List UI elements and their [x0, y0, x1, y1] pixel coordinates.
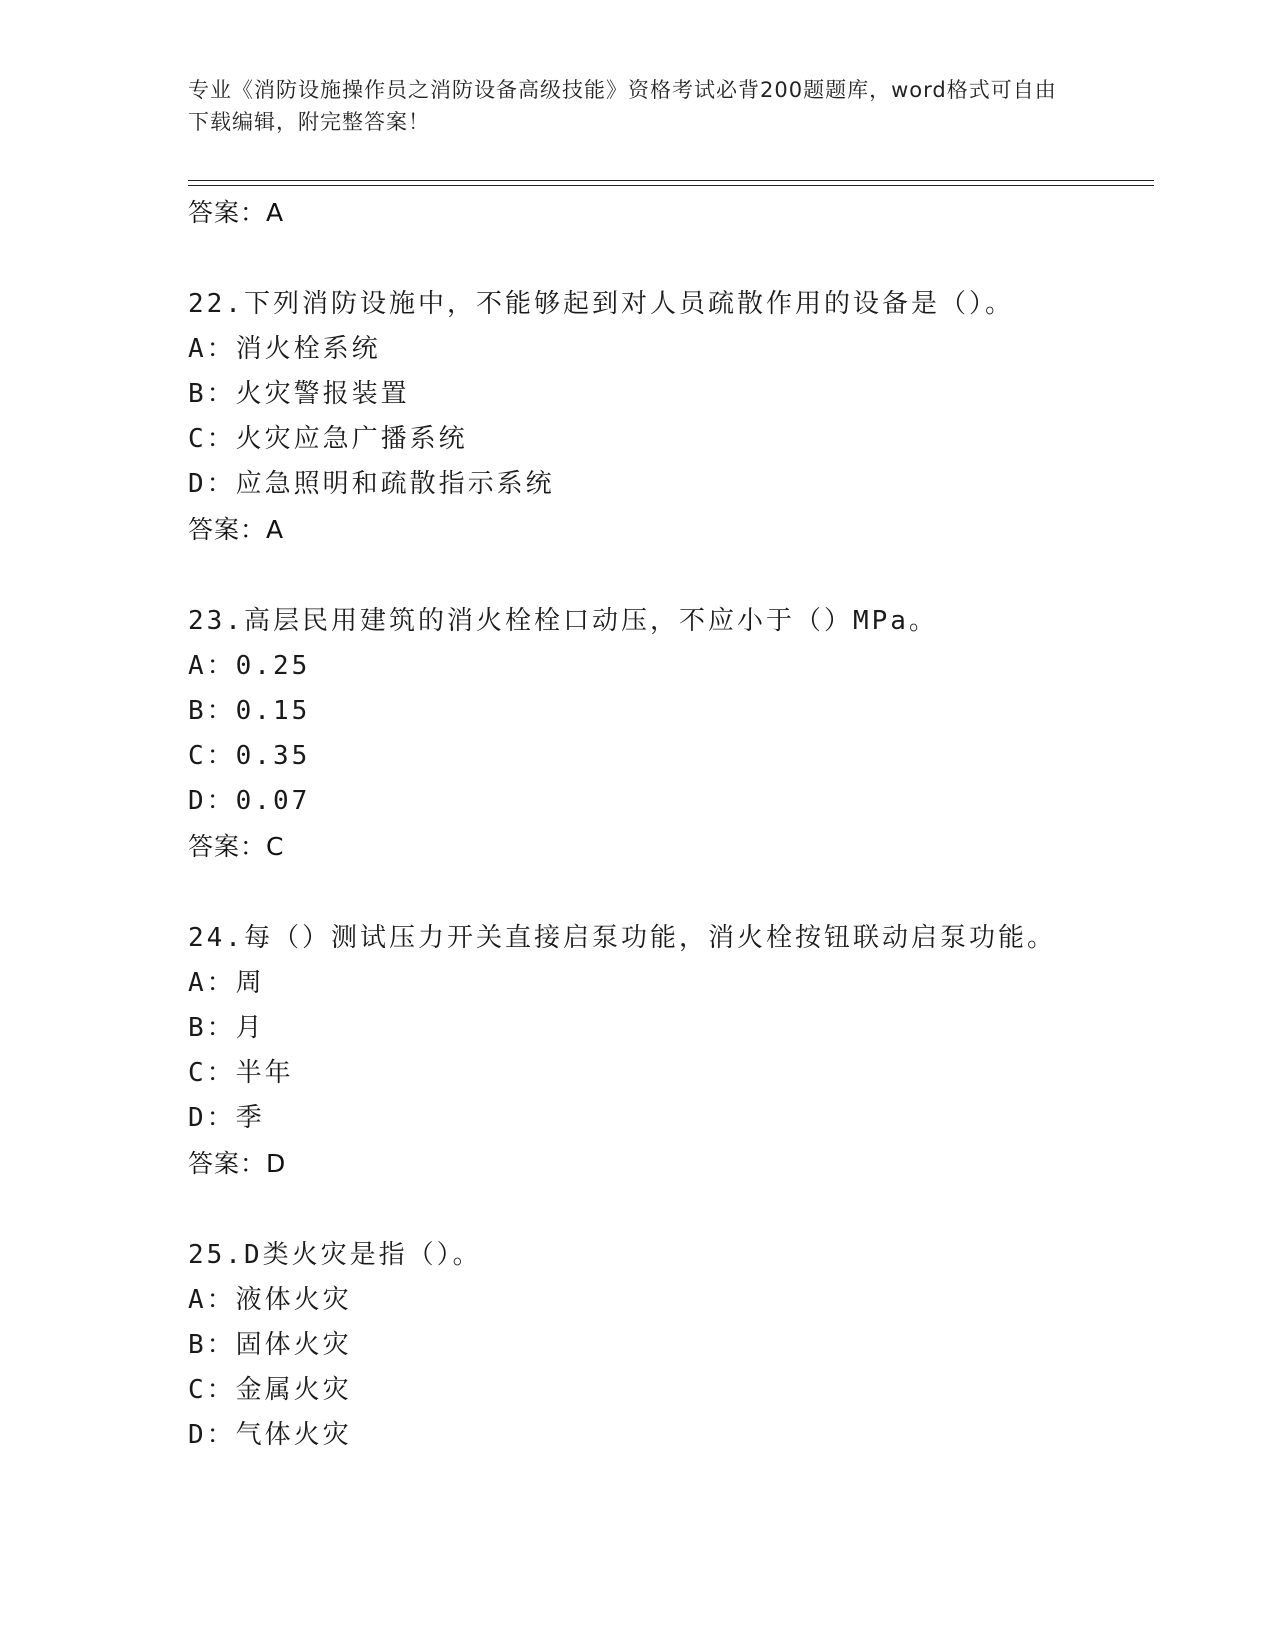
answer-line: 答案：C [188, 832, 285, 861]
header-rule-bottom [188, 185, 1154, 186]
question-22 [188, 282, 1154, 552]
option-c: C：0.35 [188, 741, 311, 771]
option-a: A：消火栓系统 [188, 334, 381, 364]
answer-line: 答案：A [188, 515, 285, 544]
option-b: B：月 [188, 1013, 265, 1043]
question-stem: 22.下列消防设施中，不能够起到对人员疏散作用的设备是（）。 [188, 289, 1014, 319]
option-d: D：气体火灾 [188, 1420, 352, 1450]
option-c: C：半年 [188, 1058, 294, 1088]
option-d: D：季 [188, 1103, 265, 1133]
question-stem: 24.每（）测试压力开关直接启泵功能，消火栓按钮联动启泵功能。 [188, 923, 1056, 953]
question-stem: 23.高层民用建筑的消火栓栓口动压，不应小于（）MPa。 [188, 606, 938, 636]
option-a: A：周 [188, 968, 265, 998]
answer-line: 答案：A [188, 198, 285, 227]
question-list [188, 190, 1154, 1458]
option-c: C：金属火灾 [188, 1375, 352, 1405]
option-d: D：0.07 [188, 786, 311, 816]
question-24 [188, 916, 1154, 1186]
option-a: A：液体火灾 [188, 1285, 352, 1315]
option-b: B：火灾警报装置 [188, 379, 410, 409]
answer-line: 答案：D [188, 1149, 287, 1178]
question-stem: 25.D类火灾是指（）。 [188, 1240, 482, 1270]
document-header: 专业《消防设施操作员之消防设备高级技能》资格考试必背200题题库，word格式可自由下载编辑，附完整答案！ [188, 78, 1057, 134]
header-rule-top [188, 180, 1154, 181]
option-d: D：应急照明和疏散指示系统 [188, 469, 555, 499]
question-25 [188, 1233, 1154, 1458]
option-a: A：0.25 [188, 651, 311, 681]
question-23 [188, 599, 1154, 869]
option-b: B：0.15 [188, 696, 311, 726]
option-c: C：火灾应急广播系统 [188, 424, 468, 454]
option-b: B：固体火灾 [188, 1330, 352, 1360]
